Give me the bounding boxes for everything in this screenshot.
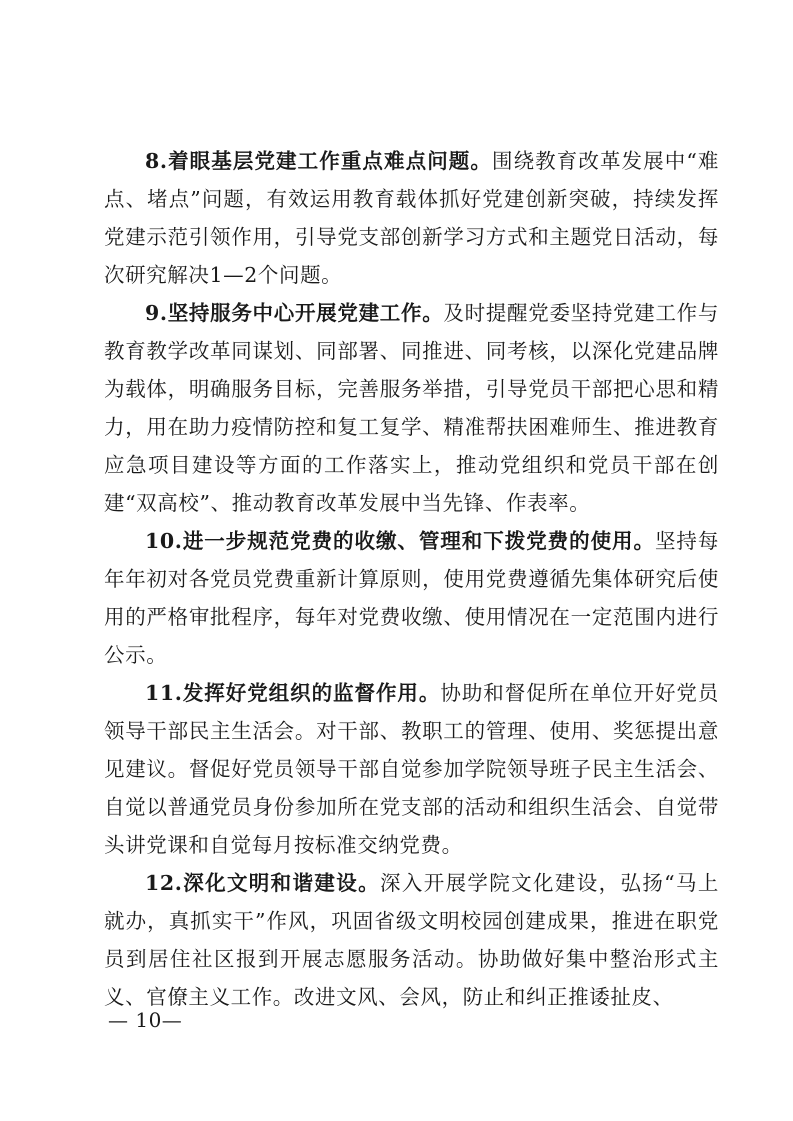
paragraph-text: 围绕教育改革发展中“难点、堵点”问题，有效运用教育载体抓好党建创新突破，持续发挥党建示范引领作用，引导党支部创新学习方式和主题党日活动，每次研究解决1—2个问题。: [104, 149, 719, 287]
page-number: — 10—: [108, 1008, 183, 1032]
paragraph-text: 协助和督促所在单位开好党员领导干部民主生活会。对干部、教职工的管理、使用、奖惩提出意见建议。督促好党员领导干部自觉参加学院领导班子民主生活会、自觉以普通党员身份参加所在党支部的活动和组织生活会、自觉带头讲党课和自觉每月按标准交纳党费。: [104, 681, 719, 857]
paragraph-heading: 10.进一步规范党费的收缴、管理和下拨党费的使用。: [145, 529, 655, 553]
paragraph-8: [104, 142, 719, 294]
paragraph-9: [104, 294, 719, 522]
paragraph-text: 深入开展学院文化建设，弘扬“马上就办，真抓实干”作风，巩固省级文明校园创建成果，推进在职党员到居住社区报到开展志愿服务活动。协助做好集中整治形式主义、官僚主义工作。改进文风、会风，防止和纠正推诿扯皮、: [104, 871, 719, 1009]
paragraph-heading: 12.深化文明和谐建设。: [145, 871, 380, 895]
paragraph-heading: 9.坚持服务中心开展党建工作。: [145, 301, 444, 325]
paragraph-text: 坚持每年年初对各党员党费重新计算原则，使用党费遵循先集体研究后使用的严格审批程序，每年对党费收缴、使用情况在一定范围内进行公示。: [104, 529, 719, 667]
paragraph-12: [104, 864, 719, 1016]
paragraph-text: 及时提醒党委坚持党建工作与教育教学改革同谋划、同部署、同推进、同考核，以深化党建品牌为载体，明确服务目标，完善服务举措，引导党员干部把心思和精力，用在助力疫情防控和复工复学、精准帮扶困难师生、推进教育应急项目建设等方面的工作落实上，推动党组织和党员干部在创建“双高校”、推动教育改革发展中当先锋、作表率。: [104, 301, 719, 515]
paragraph-heading: 8.着眼基层党建工作重点难点问题。: [145, 149, 492, 173]
paragraph-heading: 11.发挥好党组织的监督作用。: [145, 681, 441, 705]
paragraph-11: [104, 674, 719, 864]
paragraph-10: [104, 522, 719, 674]
document-body: [104, 142, 719, 1016]
